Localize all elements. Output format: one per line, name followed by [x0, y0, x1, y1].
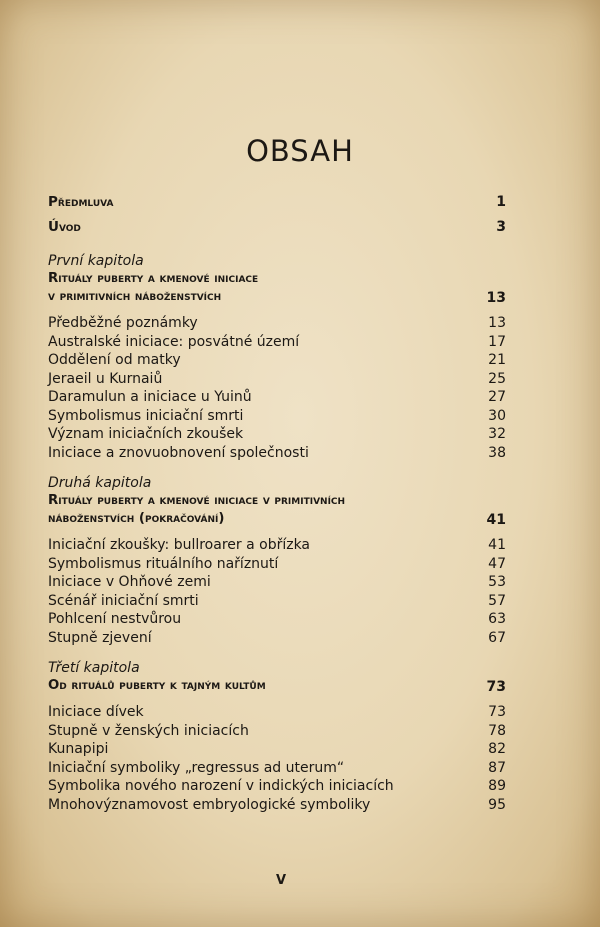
- toc-entry[interactable]: [48, 333, 506, 352]
- chapter-page: 13: [486, 290, 506, 306]
- chapter-title-line: Od rituálů puberty k tajným kultům: [48, 678, 266, 693]
- toc-entry-page: 95: [488, 796, 506, 813]
- page-title: OBSAH: [246, 134, 354, 169]
- toc-front-label: Úvod: [48, 219, 81, 235]
- toc-entry-text: Iniciační symboliky „regressus ad uterum“: [48, 759, 345, 776]
- toc-entry-text: Kunapipi: [48, 741, 109, 757]
- chapter-2: [48, 474, 506, 647]
- page-folio: V: [276, 873, 287, 888]
- toc-entry[interactable]: [48, 629, 506, 648]
- toc-entry-page: 25: [488, 370, 506, 387]
- chapter-label: Třetí kapitola: [48, 660, 140, 676]
- toc-entry-text: Předběžné poznámky: [48, 315, 198, 331]
- toc-entry[interactable]: [48, 722, 506, 741]
- toc-entry-text: Iniciace v Ohňové zemi: [48, 574, 211, 590]
- toc-entry-page: 32: [488, 426, 506, 442]
- toc-entry-page: 47: [488, 555, 506, 572]
- toc-entry[interactable]: [48, 777, 506, 796]
- toc-entry-page: 41: [488, 537, 506, 553]
- chapter-heading[interactable]: [48, 270, 506, 306]
- toc-entry-page: 67: [488, 629, 506, 646]
- toc-entry-text: Pohlcení nestvůrou: [48, 611, 182, 627]
- toc-entry-page: 89: [488, 778, 506, 794]
- toc-entry-text: Symbolismus iniciační smrti: [48, 407, 244, 424]
- toc-entry-page: 82: [488, 741, 506, 757]
- chapter-title-line: náboženstvích (pokračování): [48, 511, 225, 526]
- toc-entry[interactable]: [48, 314, 506, 333]
- toc-entry[interactable]: [48, 610, 506, 629]
- toc-entry-page: 21: [488, 352, 506, 368]
- chapter-title: [48, 677, 266, 695]
- toc-entry-page: 78: [488, 722, 506, 739]
- toc-entry-text: Symbolismus rituálního naříznutí: [48, 555, 279, 572]
- toc-front-label: Předmluva: [48, 194, 114, 210]
- toc-entry-page: 38: [488, 444, 506, 461]
- toc-front-page: 1: [496, 194, 506, 210]
- toc-entry-text: Význam iniciačních zkoušek: [48, 426, 244, 442]
- toc-entry[interactable]: [48, 536, 506, 555]
- chapter-page: 73: [486, 679, 506, 695]
- toc-entry-text: Iniciace a znovuobnovení společnosti: [48, 444, 309, 461]
- toc-entry-text: Jeraeil u Kurnaiů: [48, 370, 163, 387]
- toc-entry[interactable]: [48, 370, 506, 389]
- toc-entry-text: Scénář iniciační smrti: [48, 592, 199, 609]
- toc-entry-text: Iniciace dívek: [48, 704, 144, 720]
- toc-entry-page: 63: [488, 611, 506, 627]
- toc-entry-page: 30: [488, 407, 506, 424]
- toc-entry[interactable]: [48, 444, 506, 463]
- toc-entry-text: Symbolika nového narození v indických iniciacích: [48, 778, 394, 794]
- toc-entry[interactable]: [48, 388, 506, 407]
- toc-entry[interactable]: [48, 555, 506, 574]
- chapter-title: [48, 492, 345, 528]
- toc-entry-text: Oddělení od matky: [48, 352, 181, 368]
- toc-entry[interactable]: [48, 740, 506, 759]
- toc-entry-page: 27: [488, 389, 506, 405]
- toc-entry-page: 17: [488, 333, 506, 350]
- chapter-3: [48, 659, 506, 814]
- toc-entry-text: Daramulun a iniciace u Yuinů: [48, 389, 252, 405]
- toc-front-uvod[interactable]: [48, 215, 506, 240]
- chapter-heading[interactable]: [48, 677, 506, 695]
- toc-front-page: 3: [496, 219, 506, 235]
- toc-entry-text: Stupně v ženských iniciacích: [48, 722, 249, 739]
- toc-entry-page: 13: [488, 315, 506, 331]
- toc-entry[interactable]: [48, 759, 506, 778]
- toc-entry[interactable]: [48, 703, 506, 722]
- chapter-title: [48, 270, 258, 306]
- chapter-title-line: v primitivních náboženstvích: [48, 289, 222, 304]
- table-of-contents: [48, 190, 506, 814]
- toc-entry-page: 57: [488, 592, 506, 609]
- toc-entry[interactable]: [48, 573, 506, 592]
- toc-entry-text: Stupně zjevení: [48, 629, 152, 646]
- toc-entry-page: 73: [488, 704, 506, 720]
- chapter-1: [48, 252, 506, 462]
- chapter-label: Druhá kapitola: [48, 475, 152, 491]
- toc-entry[interactable]: [48, 425, 506, 444]
- toc-entry-page: 87: [488, 759, 506, 776]
- chapter-page: 41: [486, 512, 506, 528]
- toc-entry[interactable]: [48, 592, 506, 611]
- chapter-label: První kapitola: [48, 253, 144, 269]
- toc-entry[interactable]: [48, 796, 506, 815]
- toc-entry[interactable]: [48, 407, 506, 426]
- toc-entry-text: Iniciační zkoušky: bullroarer a obřízka: [48, 537, 311, 553]
- toc-front-predmluva[interactable]: [48, 190, 506, 215]
- toc-entry[interactable]: [48, 351, 506, 370]
- chapter-heading[interactable]: [48, 492, 506, 528]
- toc-entry-page: 53: [488, 574, 506, 590]
- chapter-title-line: Rituály puberty a kmenové iniciace: [48, 271, 259, 286]
- toc-entry-text: Mnohovýznamovost embryologické symboliky: [48, 796, 371, 813]
- chapter-title-line: Rituály puberty a kmenové iniciace v primitivních: [48, 493, 346, 508]
- toc-entry-text: Australské iniciace: posvátné území: [48, 333, 300, 350]
